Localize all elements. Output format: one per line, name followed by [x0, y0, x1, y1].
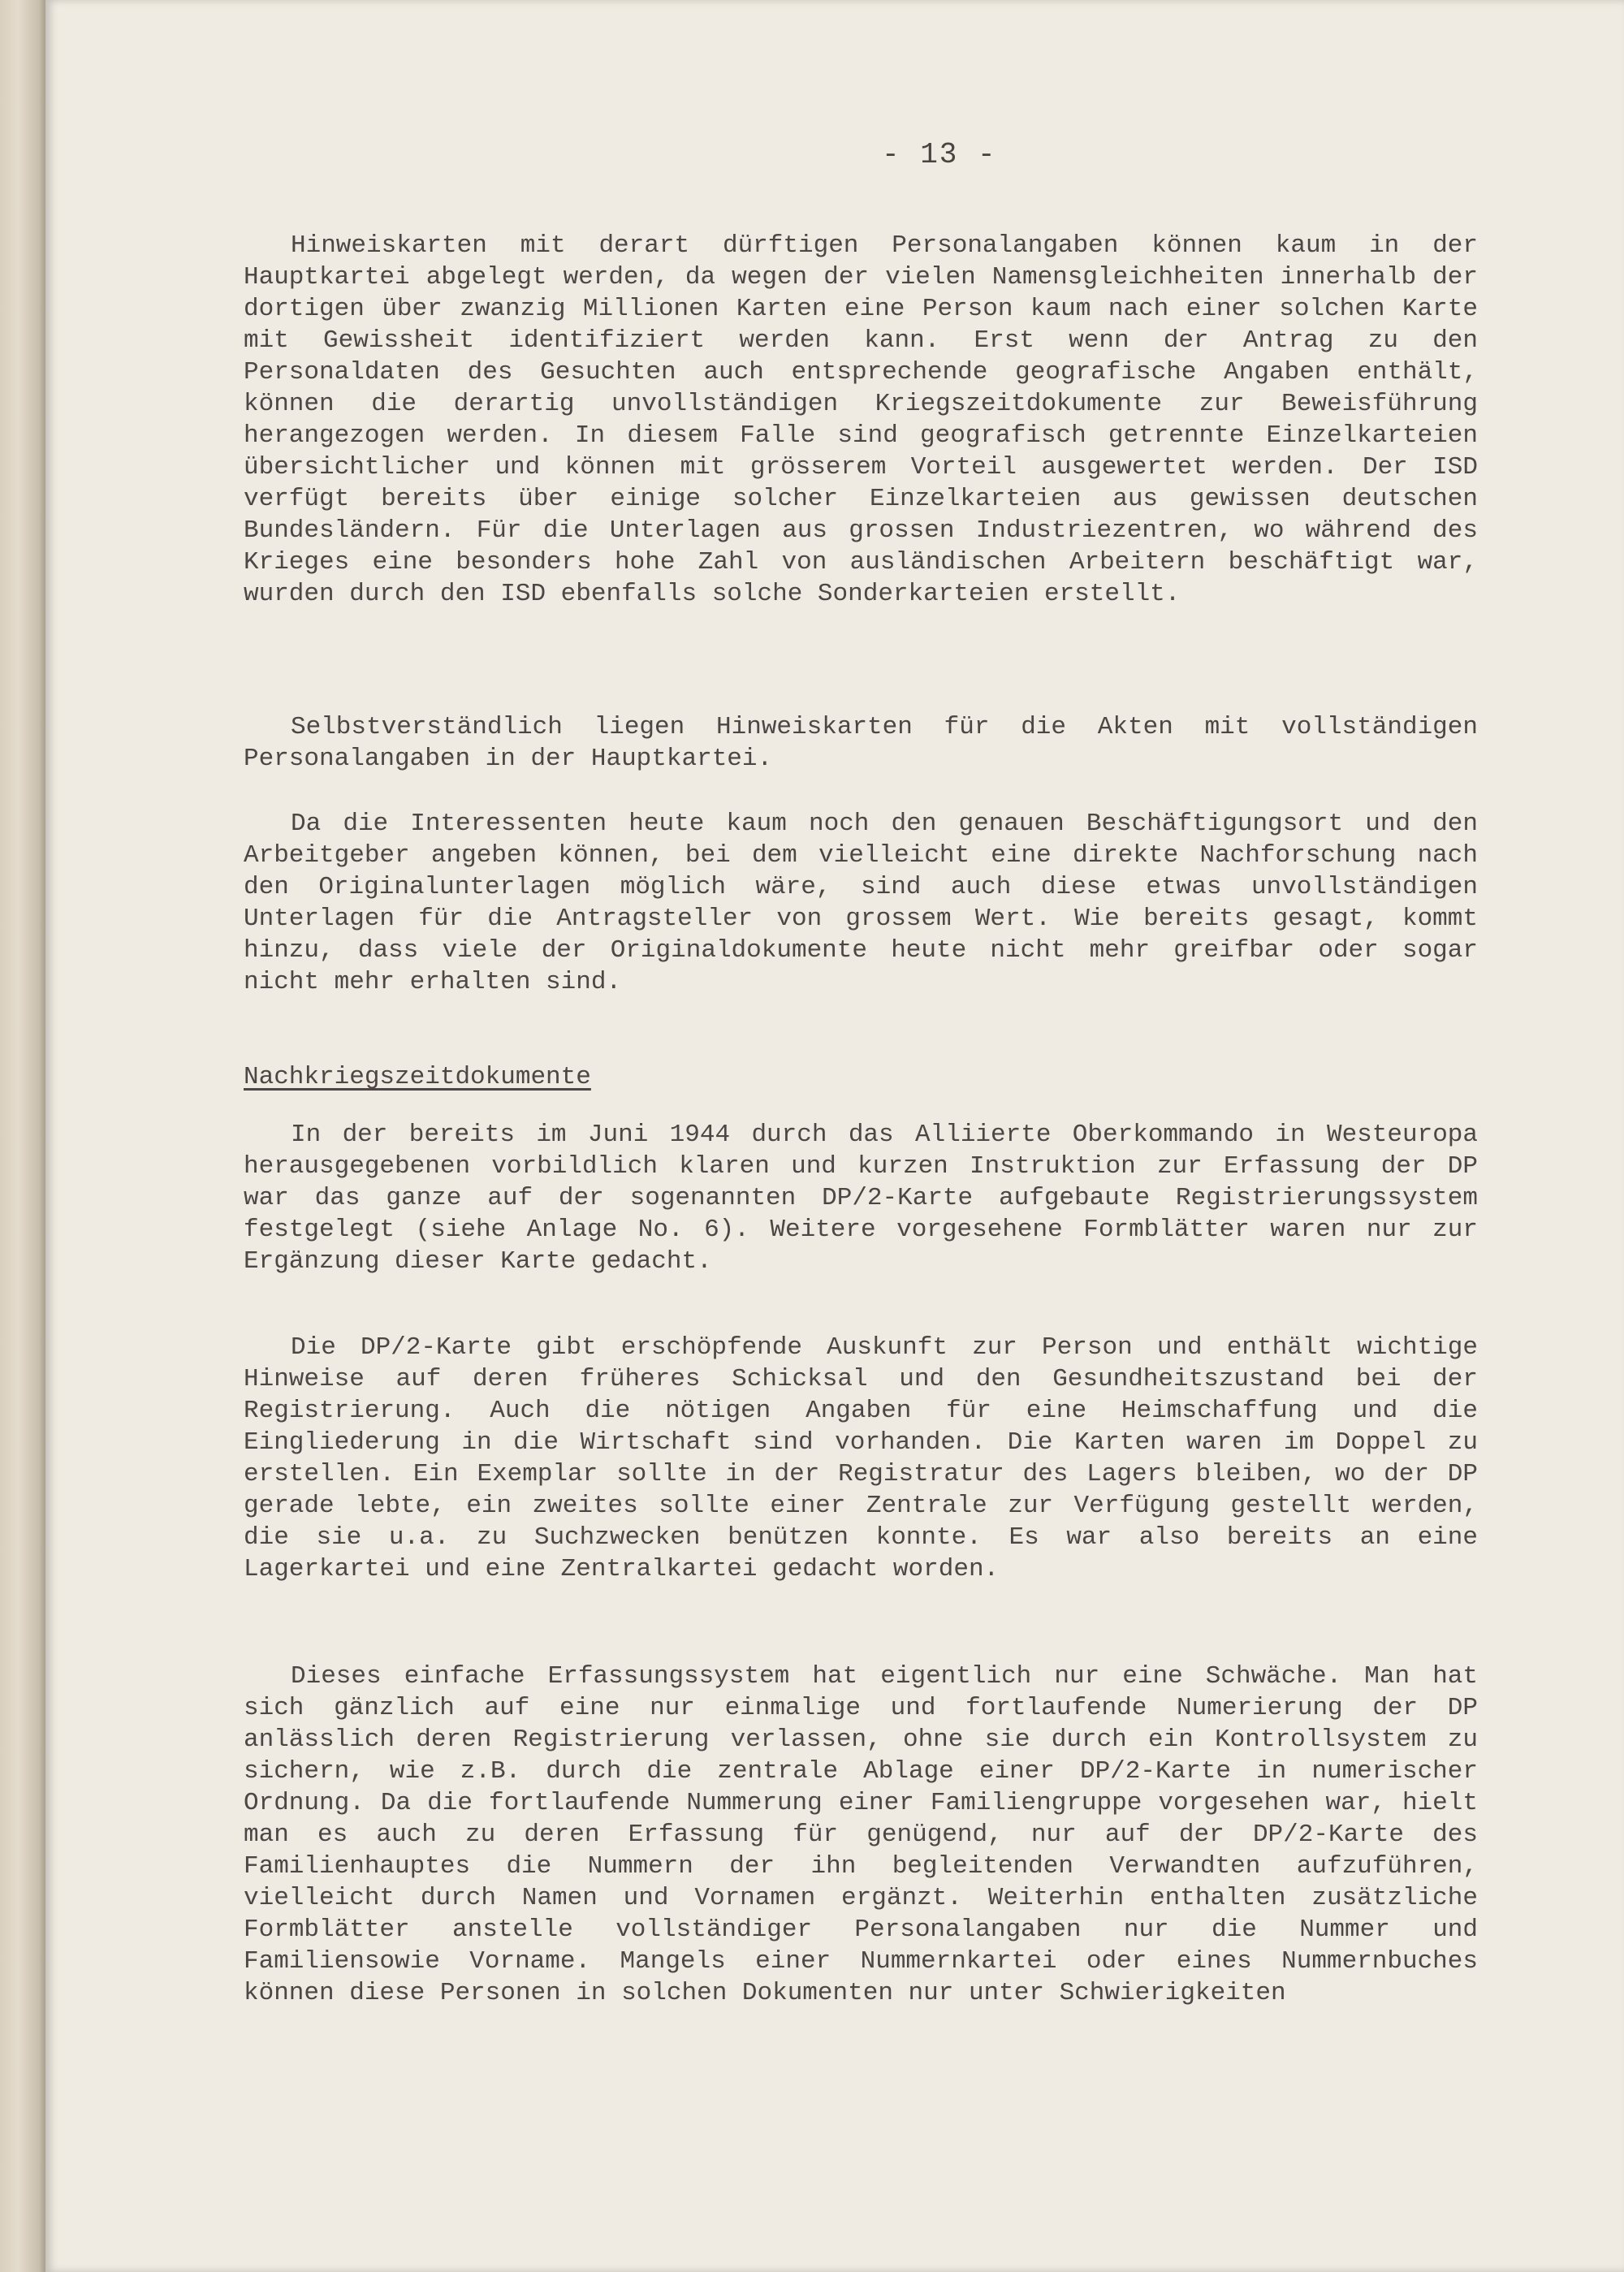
section-paragraph-1: In der bereits im Juni 1944 durch das Alliierte Oberkommando in Westeuropa herausgegebenen vorbildlich klaren und kurzen Instruktion zur Erfassung der DP war das ganze auf der sogenannten DP/2-Karte aufgebaute Registrierungssystem festgelegt (siehe Anlage No. 6). Weitere vorgesehene Formblätter waren nur zur Ergänzung dieser Karte gedacht.: [244, 1121, 1478, 1276]
paragraph-3: Da die Interessenten heute kaum noch den genauen Beschäftigungsort und den Arbeitgeber angeben können, bei dem vielleicht eine direkte Nachforschung nach den Originalunterlagen möglich wäre, sind auch diese etwas unvollständigen Unterlagen für die Antragsteller von grossem Wert. Wie bereits gesagt, kommt hinzu, dass viele der Originaldokumente heute nicht mehr greifbar oder sogar nicht mehr erhalten sind.: [244, 810, 1478, 996]
section-paragraph-3: Dieses einfache Erfassungssystem hat eigentlich nur eine Schwäche. Man hat sich gänzlich auf eine nur einmalige und fortlaufende Numerierung der DP anlässlich deren Registrierung verlassen, ohne sie durch ein Kontrollsystem zu sichern, wie z.B. durch die zentrale Ablage einer DP/2-Karte in numerischer Ordnung. Da die fortlaufende Nummerung einer Familiengruppe vorgesehen war, hielt man es auch zu deren Erfassung für genügend, nur auf der DP/2-Karte des Familienhauptes die Nummern der ihn begleitenden Verwandten aufzuführen, vielleicht durch Namen und Vornamen ergänzt. Weiterhin enthalten zusätzliche Formblätter anstelle vollständiger Personalangaben nur die Nummer und Familiensowie Vorname. Mangels einer Nummernkartei oder eines Nummernbuches können diese Personen in solchen Dokumenten nur unter Schwierigkeiten: [244, 1662, 1478, 2007]
paragraph-2: Selbstverständlich liegen Hinweiskarten für die Akten mit vollständigen Personalangaben in der Hauptkartei.: [244, 713, 1478, 773]
binding-edge: [0, 0, 45, 2272]
page-number: - 13 -: [882, 138, 997, 171]
section-paragraph-2: Die DP/2-Karte gibt erschöpfende Auskunft zur Person und enthält wichtige Hinweise auf deren früheres Schicksal und den Gesundheitszustand bei der Registrierung. Auch die nötigen Angaben für eine Heimschaffung und die Eingliederung in die Wirtschaft sind vorhanden. Die Karten waren im Doppel zu erstellen. Ein Exemplar sollte in der Registratur des Lagers bleiben, wo der DP gerade lebte, ein zweites sollte einer Zentrale zur Verfügung gestellt werden, die sie u.a. zu Suchzwecken benützen konnte. Es war also bereits an eine Lagerkartei und eine Zentralkartei gedacht worden.: [244, 1333, 1478, 1583]
document-page: [45, 0, 1624, 2272]
section-heading: Nachkriegszeitdokumente: [244, 1063, 591, 1091]
paragraph-1: Hinweiskarten mit derart dürftigen Personalangaben können kaum in der Hauptkartei abgelegt werden, da wegen der vielen Namensgleichheiten innerhalb der dortigen über zwanzig Millionen Karten eine Person kaum nach einer solchen Karte mit Gewissheit identifiziert werden kann. Erst wenn der Antrag zu den Personaldaten des Gesuchten auch entsprechende geografische Angaben enthält, können die derartig unvollständigen Kriegszeitdokumente zur Beweisführung herangezogen werden. In diesem Falle sind geografisch getrennte Einzelkarteien übersichtlicher und können mit grösserem Vorteil ausgewertet werden. Der ISD verfügt bereits über einige solcher Einzelkarteien aus gewissen deutschen Bundesländern. Für die Unterlagen aus grossen Industriezentren, wo während des Krieges eine besonders hohe Zahl von ausländischen Arbeitern beschäftigt war, wurden durch den ISD ebenfalls solche Sonderkarteien erstellt.: [244, 231, 1478, 608]
